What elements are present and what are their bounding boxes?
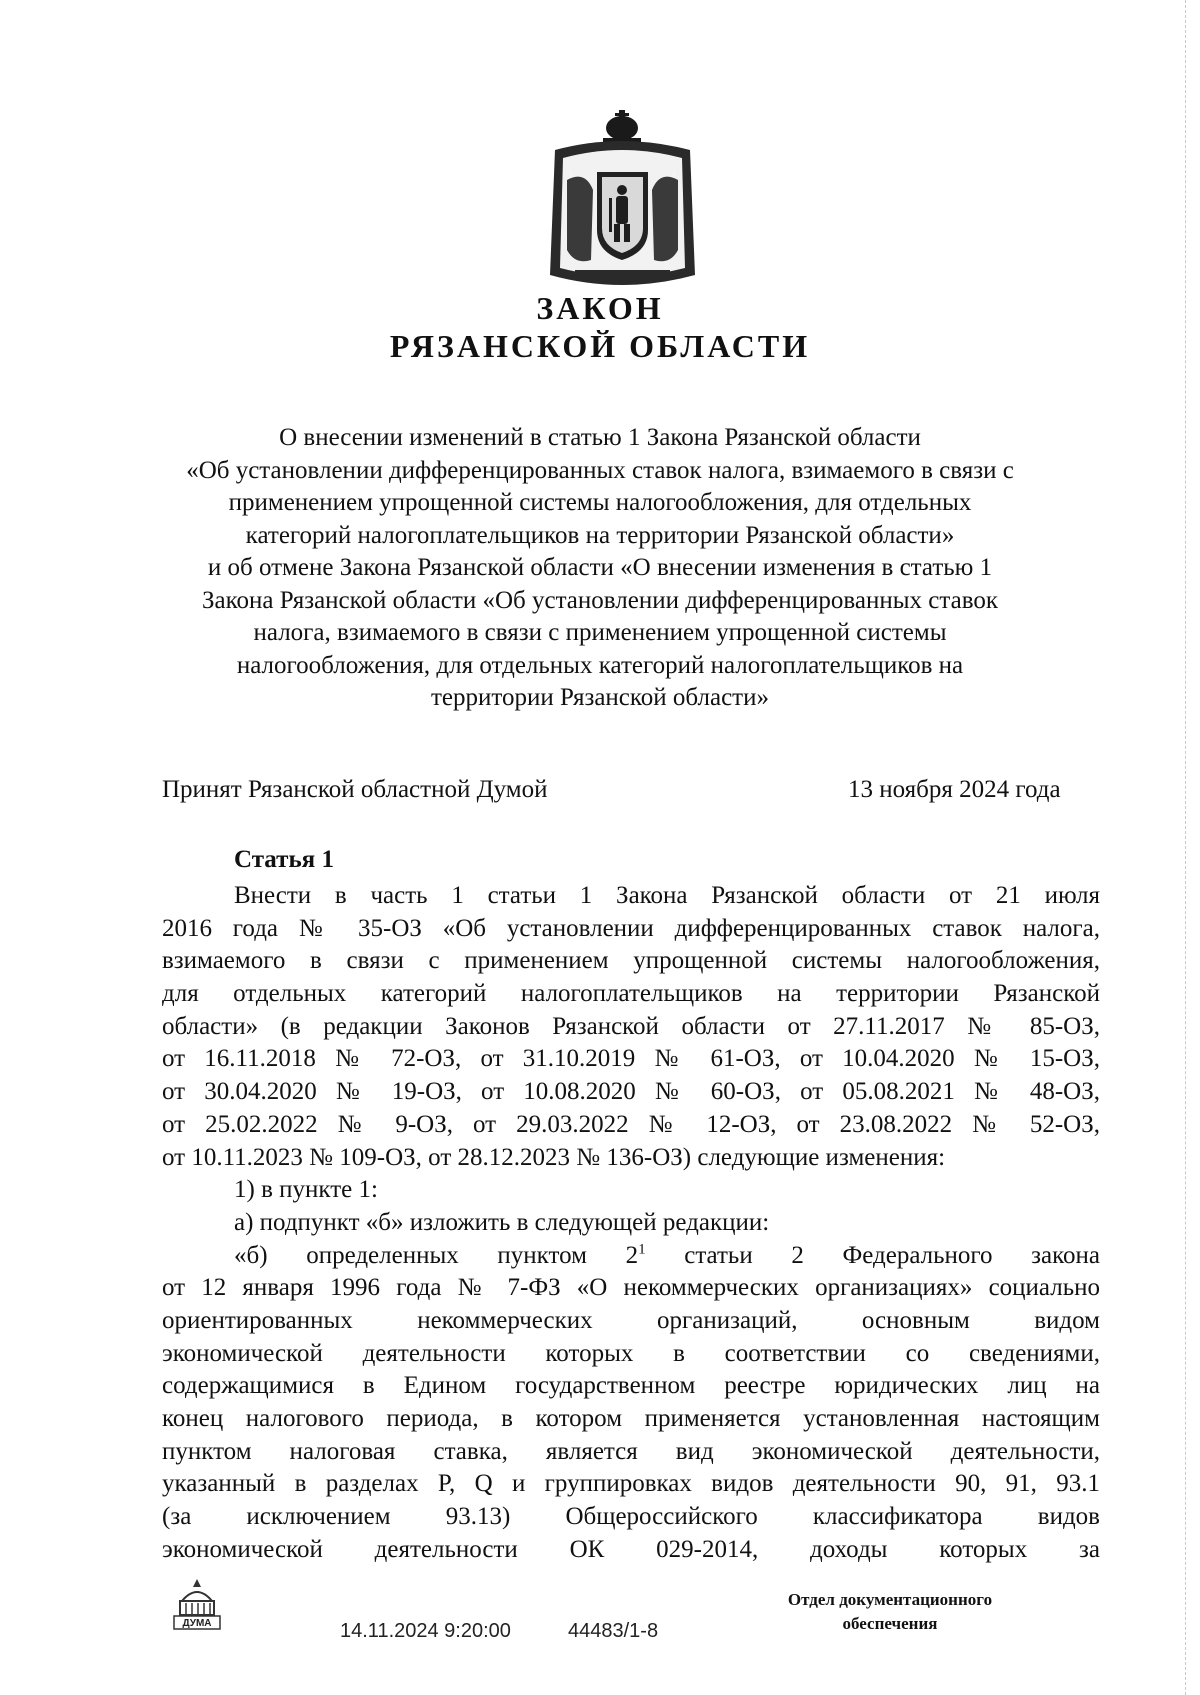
article-body [162,880,1100,1566]
department-line: Отдел документационного [787,1590,993,1609]
article-item: 1) в пункте 1: [234,1176,378,1204]
article-line: от 30.04.2020 № 19-ОЗ, от 10.08.2020 № 60-ОЗ, от 05.08.2021 № 48-ОЗ, [162,1078,1100,1106]
scan-edge [1185,0,1186,1695]
department-stamp [740,1588,1040,1636]
quote-line: (за исключением 93.13) Общероссийского классификатора видов [162,1503,1100,1531]
article-line: взимаемого в связи с применением упрощенной системы налогообложения, [162,947,1100,975]
coat-of-arms-icon [545,110,700,295]
subject-line: налогообложения, для отдельных категорий налогоплательщиков на [236,651,964,679]
subject-line: налога, взимаемого в связи с применением упрощенной системы [253,619,947,646]
subject-line: применением упрощенной системы налогообложения, для отдельных [228,489,972,516]
quote-line: пунктом налоговая ставка, является вид экономической деятельности, [162,1437,1100,1465]
quote-end: статьи 2 Федерального закона [645,1241,1100,1269]
quote-line: указанный в разделах P, Q и группировках видов деятельности 90, 91, 93.1 [162,1470,1100,1498]
quote-line: конец налогового периода, в котором применяется установленная настоящим [162,1405,1100,1432]
subject-line: и об отмене Закона Рязанской области «О внесении изменения в статью 1 [207,554,993,581]
quote-line: от 12 января 1996 года № 7-ФЗ «О некоммерческих организациях» социально [162,1274,1100,1302]
article-line: 2016 года № 35-ОЗ «Об установлении дифференцированных ставок налога, [162,914,1100,942]
quote-line: содержащимися в Едином государственном реестре юридических лиц на [162,1372,1100,1400]
subject-line: О внесении изменений в статью 1 Закона Рязанской области [279,424,921,451]
quote-start: «б) определенных пунктом 2 [234,1241,639,1269]
quote-line: ориентированных некоммерческих организаций, основным видом [162,1306,1100,1334]
subject-line: категорий налогоплательщиков на территории Рязанской области» [245,521,955,549]
registration-number: 44483/1-8 [568,1620,659,1642]
law-subject [140,422,1060,715]
article-heading: Статья 1 [234,846,334,873]
superscript: 1 [638,1241,646,1258]
article-subitem: а) подпункт «б» изложить в следующей редакции: [234,1208,770,1236]
department-line: обеспечения [842,1614,938,1633]
article-line: Внести в часть 1 статьи 1 Закона Рязанской области от 21 июля [234,882,1100,909]
article-line: от 10.11.2023 № 109-ОЗ, от 28.12.2023 № 136-ОЗ) следующие изменения: [162,1143,946,1171]
adopted-by: Принят Рязанской областной Думой [162,776,548,803]
subject-line: Закона Рязанской области «Об установлении дифференцированных ставок [202,586,998,614]
quote-line: экономической деятельности которых в соответствии со сведениями, [162,1339,1100,1367]
subject-line: территории Рязанской области» [431,684,769,711]
stamp-text: ДУМА [182,1618,212,1629]
duma-stamp-icon [168,1575,226,1633]
adopted-date: 13 ноября 2024 года [848,776,1061,803]
law-region-title: РЯЗАНСКОЙ ОБЛАСТИ [389,328,811,364]
quote-line: экономической деятельности ОК 029-2014, доходы которых за [162,1535,1100,1563]
article-line: от 25.02.2022 № 9-ОЗ, от 29.03.2022 № 12-ОЗ, от 23.08.2022 № 52-ОЗ, [162,1110,1100,1138]
subject-line: «Об установлении дифференцированных ставок налога, взимаемого в связи с [186,456,1014,484]
article-line: области» (в редакции Законов Рязанской области от 27.11.2017 № 85-ОЗ, [162,1012,1100,1040]
quote-first-line [162,1240,1100,1273]
registration-timestamp: 14.11.2024 9:20:00 [340,1620,511,1642]
article-line: для отдельных категорий налогоплательщиков на территории Рязанской [162,980,1100,1008]
law-title: ЗАКОН [536,290,664,326]
article-line: от 16.11.2018 № 72-ОЗ, от 31.10.2019 № 61-ОЗ, от 10.04.2020 № 15-ОЗ, [162,1045,1100,1073]
